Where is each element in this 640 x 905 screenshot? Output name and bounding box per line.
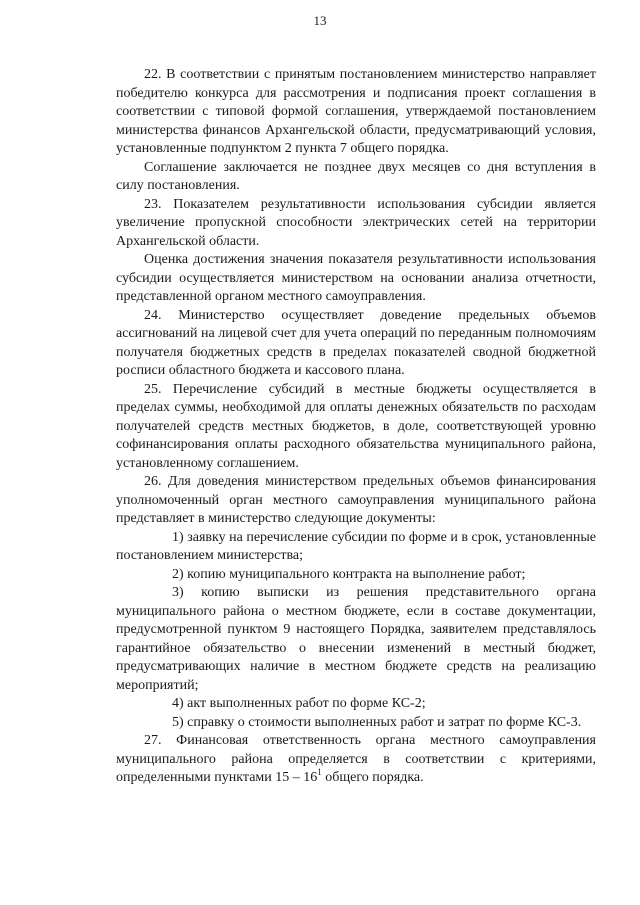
documents-list [116,529,596,733]
list-item [116,566,596,585]
paragraph-23-evaluation: Оценка достижения значения показателя результативности использования субсидии осуществляется министерством на основании анализа отчетности, представленной органом местного самоуправления. [116,252,596,304]
paragraph-25: 25. Перечисление субсидий в местные бюджеты осуществляется в пределах суммы, необходимой для оплаты денежных обязательств по расходам получателей средств местных бюджетов, в доле, соответствующей уровню софинансирования оплаты расходного обязательства муниципального района, установленному соглашением. [116,381,596,471]
paragraph-27-text: 27. Финансовая ответственность органа местного самоуправления муниципального района определяется в соответствии с критериями, определенными пунктами 15 – 16 [116,733,596,785]
list-item-text: заявку на перечисление субсидии по форме и в срок, установленные постановлением министерства; [116,529,596,563]
paragraph-22-agreement-term: Соглашение заключается не позднее двух месяцев со дня вступления в силу постановления. [116,159,596,193]
paragraph-24: 24. Министерство осуществляет доведение предельных объемов ассигнований на лицевой счет для учета операций по переданным полномочиям получателя бюджетных средств в пределах показателей сводной бюджетной росписи областного бюджета и кассового плана. [116,307,596,378]
page-number: 13 [313,13,327,28]
list-item-number: 3) [172,585,184,600]
list-item-text: копию выписки из решения представительного органа муниципального района о местном бюджете, если в составе документации, предусмотренной пунктом 9 настоящего Порядка, заявителем представлялось гарантийное обязательство о внесении изменений в местный бюджет, предусматривающих наличие в местном бюджете средств на реализацию мероприятий; [116,585,596,693]
list-item-number: 4) [172,696,184,711]
list-item [116,714,596,733]
paragraph-27-superscript: 1 [317,767,322,777]
paragraph-23: 23. Показателем результативности использования субсидии является увеличение пропускной способности электрических сетей на территории Архангельской области. [116,196,596,249]
document-body [116,66,596,788]
list-item-number: 1) [172,529,184,545]
list-item [116,695,596,714]
list-item-text: копию муниципального контракта на выполнение работ; [187,566,526,582]
paragraph-27 [116,732,596,788]
list-item [116,529,596,566]
list-item-number: 5) [172,714,184,730]
list-item-text: акт выполненных работ по форме КС-2; [187,696,426,711]
paragraph-22: 22. В соответствии с принятым постановлением министерство направляет победителю конкурса для рассмотрения и подписания проект соглашения в соответствии с типовой формой соглашения, утверждаемой постановлением министерства финансов Архангельской области, предусматривающий условия, установленные подпунктом 2 пункта 7 общего порядка. [116,67,596,156]
paragraph-27-tail: общего порядка. [321,770,424,785]
list-item-number: 2) [172,566,184,582]
paragraph-26: 26. Для доведения министерством предельных объемов финансирования уполномоченный орган местного самоуправления муниципального района представляет в министерство следующие документы: [116,474,596,526]
list-item-text: справку о стоимости выполненных работ и затрат по форме КС-3. [187,714,582,730]
list-item [116,584,596,695]
